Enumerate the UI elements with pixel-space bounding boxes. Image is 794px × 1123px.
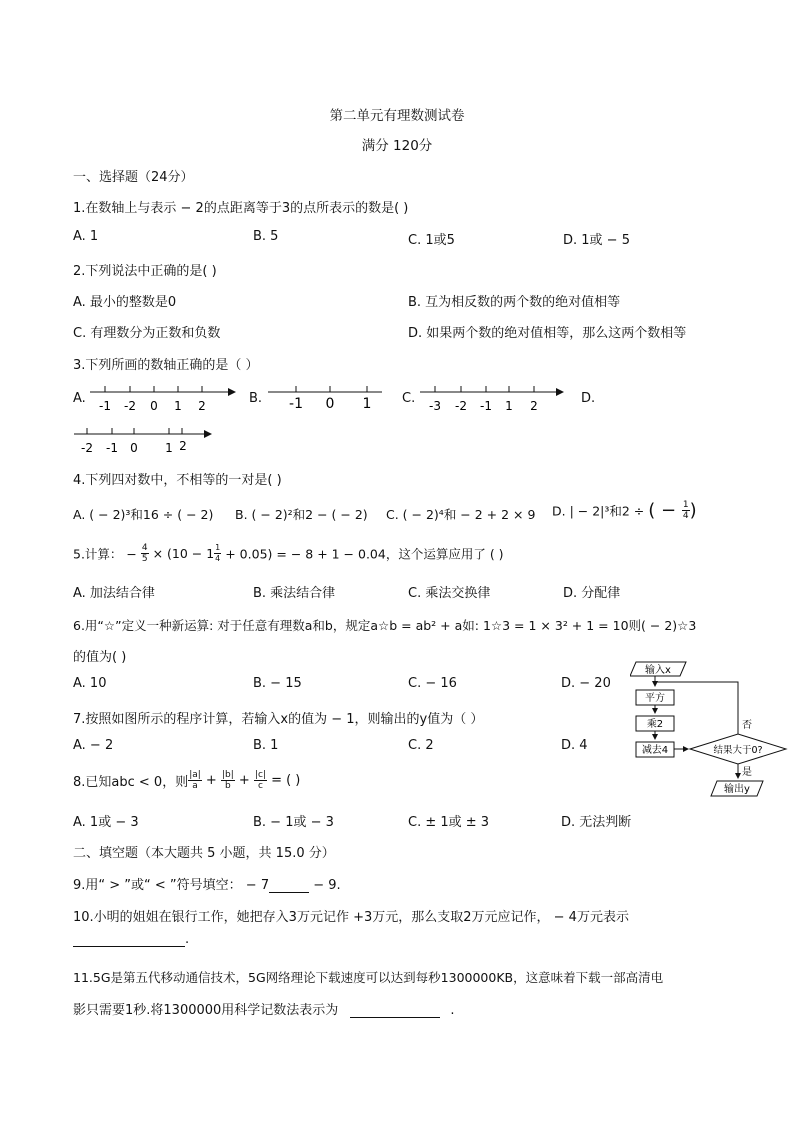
question-4-stem: 4.下列四对数中，不相等的一对是( ) bbox=[73, 473, 282, 488]
tick-label: -1 bbox=[106, 441, 118, 455]
flow-no-label: 否 bbox=[742, 720, 752, 731]
tick-label: -1 bbox=[480, 399, 492, 413]
flow-decision-label: 结果大于0? bbox=[713, 745, 763, 756]
question-11-line2: 影只需要1秒.将1300000用科学记数法表示为 . bbox=[73, 1003, 455, 1018]
q7-option-a: A. − 2 bbox=[73, 738, 114, 753]
q7-option-b: B. 1 bbox=[253, 738, 279, 753]
q4-option-c: C. ( − 2)⁴和 − 2 + 2 × 9 bbox=[386, 507, 536, 522]
tick-label: 1 bbox=[505, 399, 513, 413]
tick-label: -2 bbox=[81, 441, 93, 455]
q4-option-b: B. ( − 2)²和2 − ( − 2) bbox=[235, 507, 368, 522]
q6-option-c: C. − 16 bbox=[408, 676, 457, 691]
question-7-stem: 7.按照如图所示的程序计算，若输入x的值为 − 1，则输出的y值为（ ） bbox=[73, 712, 484, 727]
number-line-b bbox=[266, 380, 390, 416]
question-3-stem: 3.下列所画的数轴正确的是（ ） bbox=[73, 358, 259, 373]
q8-option-c: C. ± 1或 ± 3 bbox=[408, 815, 490, 830]
question-6-stem-line2: 的值为( ) bbox=[73, 650, 127, 665]
question-1-stem: 1.在数轴上与表示 − 2的点距离等于3的点所表示的数是( ) bbox=[73, 201, 409, 216]
q1-option-c: C. 1或5 bbox=[408, 233, 455, 248]
number-line-d bbox=[72, 424, 214, 458]
q8-option-d: D. 无法判断 bbox=[561, 815, 632, 830]
question-10: 10.小明的姐姐在银行工作，她把存入3万元记作 +3万元，那么支取2万元应记作， − 4万元表示 bbox=[73, 910, 629, 925]
tick-label: -1 bbox=[99, 399, 111, 413]
q6-option-b: B. − 15 bbox=[253, 676, 302, 691]
page-title: 第二单元有理数测试卷 bbox=[329, 108, 465, 124]
fraction: $\frac{|c|}{c}$ bbox=[254, 770, 266, 791]
fraction: $\frac{1}{4}$ bbox=[215, 543, 221, 563]
tick-label: 1 bbox=[174, 399, 182, 413]
q2-option-c: C. 有理数分为正数和负数 bbox=[73, 326, 221, 341]
question-8-stem: 8.已知abc < 0，则 $\frac{|a|}{a}$ + $\frac{|b|}{b}$ + $\frac{|c|}{c}$ = ( ) bbox=[73, 770, 301, 791]
section-heading-fill: 二、填空题（本大题共 5 小题，共 15.0 分） bbox=[73, 846, 335, 861]
flow-yes-label: 是 bbox=[742, 767, 752, 778]
q2-option-d: D. 如果两个数的绝对值相等，那么这两个数相等 bbox=[408, 326, 687, 341]
number-line-a bbox=[88, 380, 238, 416]
flow-square-label: 平方 bbox=[645, 693, 665, 704]
flow-multiply-label: 乘2 bbox=[646, 719, 664, 730]
q2-option-a: A. 最小的整数是0 bbox=[73, 295, 177, 310]
q2-option-b: B. 互为相反数的两个数的绝对值相等 bbox=[408, 295, 621, 310]
q4-option-a: A. ( − 2)³和16 ÷ ( − 2) bbox=[73, 507, 214, 522]
tick-label: 0 bbox=[130, 441, 138, 455]
q5-option-d: D. 分配律 bbox=[563, 586, 621, 601]
q3-option-b: B. bbox=[249, 391, 263, 406]
question-2-stem: 2.下列说法中正确的是( ) bbox=[73, 264, 217, 279]
flow-subtract-label: 减去4 bbox=[641, 745, 669, 756]
tick-label: 0 bbox=[150, 399, 158, 413]
page-subtitle: 满分 120分 bbox=[361, 138, 433, 154]
q1-option-d: D. 1或 − 5 bbox=[563, 233, 630, 248]
q5-option-b: B. 乘法结合律 bbox=[253, 586, 336, 601]
answer-blank[interactable] bbox=[73, 932, 185, 947]
q1-option-a: A. 1 bbox=[73, 229, 99, 244]
q1-option-b: B. 5 bbox=[253, 229, 279, 244]
tick-label: 0 bbox=[325, 396, 335, 412]
fraction: $\frac{4}{5}$ bbox=[141, 543, 148, 564]
question-10-answer-line: . bbox=[73, 932, 189, 947]
number-line-c bbox=[418, 380, 566, 416]
q5-option-a: A. 加法结合律 bbox=[73, 586, 155, 601]
q3-option-a: A. bbox=[73, 391, 86, 406]
q4-option-d: D. | − 2|³和2 ÷ ( − $\frac{1}{4}$ ) bbox=[552, 500, 697, 521]
q8-option-b: B. − 1或 − 3 bbox=[253, 815, 334, 830]
q4-option-d-text: D. | − 2|³和2 ÷ bbox=[552, 503, 649, 519]
flow-input-label: 输入x bbox=[645, 665, 671, 676]
tick-label: 2 bbox=[179, 439, 187, 453]
question-5-stem: 5.计算： − $\frac{4}{5}$ × (10 − 1 $\frac{1}{4}$ + 0.05) = − 8 + 1 − 0.04，这个运算应用了 ( ) bbox=[73, 543, 504, 564]
program-flowchart bbox=[630, 660, 790, 802]
tick-label: 1 bbox=[362, 396, 372, 412]
tick-label: -1 bbox=[289, 396, 303, 412]
q6-option-a: A. 10 bbox=[73, 676, 107, 691]
section-heading-choice: 一、选择题（24分） bbox=[73, 170, 194, 185]
tick-label: -3 bbox=[429, 399, 441, 413]
tick-label: -2 bbox=[455, 399, 467, 413]
answer-blank[interactable] bbox=[269, 878, 309, 893]
q7-option-c: C. 2 bbox=[408, 738, 434, 753]
q5-option-c: C. 乘法交换律 bbox=[408, 586, 491, 601]
answer-blank[interactable] bbox=[350, 1003, 440, 1018]
fraction: $\frac{|b|}{b}$ bbox=[221, 770, 234, 791]
tick-label: 2 bbox=[198, 399, 206, 413]
question-9: 9.用“ > ”或“ < ”符号填空： − 7 − 9. bbox=[73, 878, 341, 893]
q6-option-d: D. − 20 bbox=[561, 676, 611, 691]
tick-label: -2 bbox=[124, 399, 136, 413]
q7-option-d: D. 4 bbox=[561, 738, 588, 753]
question-11-line1: 11.5G是第五代移动通信技术，5G网络理论下载速度可以达到每秒1300000KB，这意味着下载一部高清电 bbox=[73, 970, 664, 985]
q8-option-a: A. 1或 − 3 bbox=[73, 815, 139, 830]
flow-output-label: 输出y bbox=[724, 784, 750, 795]
question-6-stem: 6.用“☆”定义一种新运算: 对于任意有理数a和b，规定a☆b = ab² + a如: 1☆3 = 1 × 3² + 1 = 10则( − 2)☆3 bbox=[73, 618, 697, 633]
q3-option-d: D. bbox=[581, 391, 596, 406]
fraction: $\frac{1}{4}$ bbox=[682, 500, 689, 521]
tick-label: 1 bbox=[165, 441, 173, 455]
q3-option-c: C. bbox=[402, 391, 416, 406]
tick-label: 2 bbox=[530, 399, 538, 413]
fraction: $\frac{|a|}{a}$ bbox=[189, 770, 201, 791]
